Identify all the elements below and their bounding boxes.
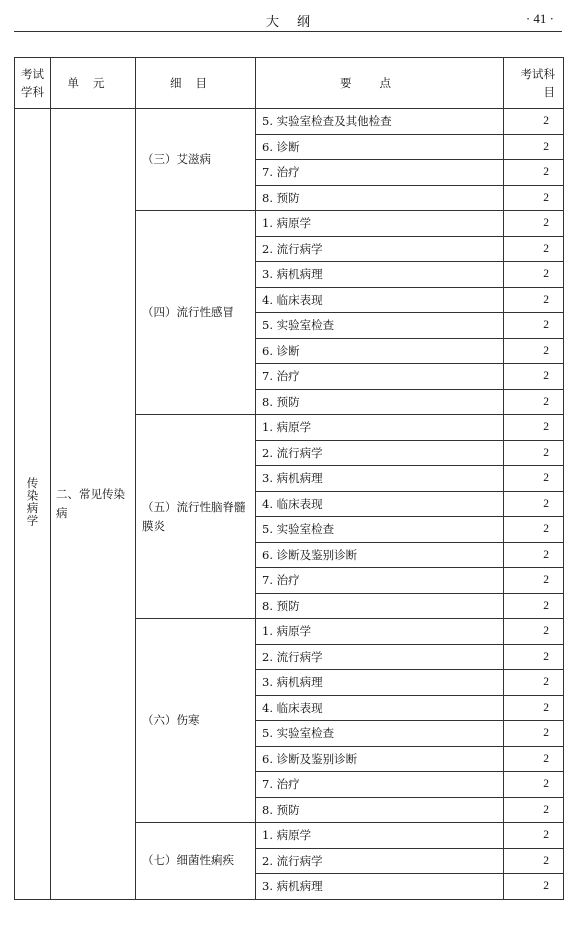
point-cell: 7. 治疗: [256, 772, 504, 798]
point-cell: 6. 诊断: [256, 338, 504, 364]
level-cell: 2: [504, 313, 564, 339]
header-rule: [14, 31, 562, 32]
column-header-detail: 细目: [136, 58, 256, 109]
column-header-point: 要点: [256, 58, 504, 109]
point-cell: 4. 临床表现: [256, 695, 504, 721]
point-cell: 1. 病原学: [256, 415, 504, 441]
level-cell: 2: [504, 542, 564, 568]
point-cell: 2. 流行病学: [256, 236, 504, 262]
level-cell: 2: [504, 746, 564, 772]
point-cell: 7. 治疗: [256, 568, 504, 594]
detail-cell: （四）流行性感冒: [136, 211, 256, 415]
detail-cell: （七）细菌性痢疾: [136, 823, 256, 900]
level-cell: 2: [504, 874, 564, 900]
level-cell: 2: [504, 823, 564, 849]
point-cell: 1. 病原学: [256, 211, 504, 237]
table-row: [15, 109, 564, 135]
point-cell: 5. 实验室检查及其他检查: [256, 109, 504, 135]
point-cell: 5. 实验室检查: [256, 721, 504, 747]
level-cell: 2: [504, 848, 564, 874]
level-cell: 2: [504, 440, 564, 466]
column-header-unit: 单元: [51, 58, 136, 109]
page-number: · 41 ·: [525, 11, 554, 26]
point-cell: 3. 病机病理: [256, 874, 504, 900]
level-cell: 2: [504, 644, 564, 670]
level-cell: 2: [504, 236, 564, 262]
point-cell: 3. 病机病理: [256, 466, 504, 492]
column-header-level: 考试科目: [504, 58, 564, 109]
point-cell: 6. 诊断: [256, 134, 504, 160]
point-cell: 1. 病原学: [256, 823, 504, 849]
level-cell: 2: [504, 211, 564, 237]
level-cell: 2: [504, 185, 564, 211]
point-cell: 4. 临床表现: [256, 491, 504, 517]
point-cell: 3. 病机病理: [256, 262, 504, 288]
level-cell: 2: [504, 134, 564, 160]
point-cell: 8. 预防: [256, 185, 504, 211]
level-cell: 2: [504, 109, 564, 135]
level-cell: 2: [504, 568, 564, 594]
point-cell: 2. 流行病学: [256, 848, 504, 874]
level-cell: 2: [504, 797, 564, 823]
table-body: [15, 109, 564, 900]
point-cell: 4. 临床表现: [256, 287, 504, 313]
unit-cell: 二、常见传染病: [51, 109, 136, 900]
level-cell: 2: [504, 772, 564, 798]
point-cell: 8. 预防: [256, 389, 504, 415]
point-cell: 7. 治疗: [256, 160, 504, 186]
level-cell: 2: [504, 415, 564, 441]
point-cell: 7. 治疗: [256, 364, 504, 390]
level-cell: 2: [504, 389, 564, 415]
syllabus-table: [14, 57, 564, 900]
subject-cell: [15, 109, 51, 900]
detail-cell: （五）流行性脑脊髓膜炎: [136, 415, 256, 619]
subject-label: 传染病学: [25, 477, 40, 528]
level-cell: 2: [504, 670, 564, 696]
level-cell: 2: [504, 695, 564, 721]
page-header: [14, 0, 562, 33]
detail-cell: （三）艾滋病: [136, 109, 256, 211]
point-cell: 5. 实验室检查: [256, 517, 504, 543]
point-cell: 2. 流行病学: [256, 644, 504, 670]
point-cell: 5. 实验室检查: [256, 313, 504, 339]
table-header-row: [15, 58, 564, 109]
detail-cell: （六）伤寒: [136, 619, 256, 823]
level-cell: 2: [504, 721, 564, 747]
level-cell: 2: [504, 160, 564, 186]
level-cell: 2: [504, 619, 564, 645]
point-cell: 3. 病机病理: [256, 670, 504, 696]
level-cell: 2: [504, 262, 564, 288]
level-cell: 2: [504, 466, 564, 492]
page-title: 大纲: [265, 15, 328, 30]
level-cell: 2: [504, 491, 564, 517]
level-cell: 2: [504, 287, 564, 313]
level-cell: 2: [504, 338, 564, 364]
level-cell: 2: [504, 517, 564, 543]
point-cell: 6. 诊断及鉴别诊断: [256, 542, 504, 568]
column-header-subject: 考试学科: [15, 58, 51, 109]
point-cell: 8. 预防: [256, 593, 504, 619]
level-cell: 2: [504, 364, 564, 390]
level-cell: 2: [504, 593, 564, 619]
point-cell: 8. 预防: [256, 797, 504, 823]
point-cell: 1. 病原学: [256, 619, 504, 645]
point-cell: 2. 流行病学: [256, 440, 504, 466]
point-cell: 6. 诊断及鉴别诊断: [256, 746, 504, 772]
